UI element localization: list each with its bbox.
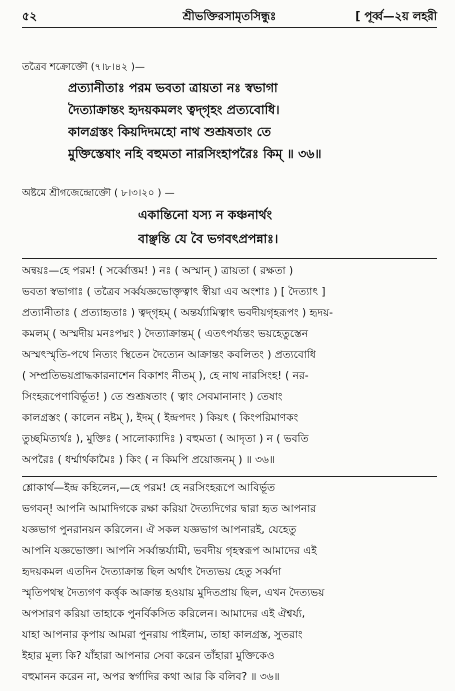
quote1-intro: তত্রৈব শক্রোক্তৌ (৭।৮।৪২ )—	[22, 62, 145, 73]
anvaya-line: অস্মৎস্মৃতি-পথে নিত্যং স্থিতেন দৈত্যেন আক্রান্তং কবলিতং ) প্রত্যবোধি	[22, 349, 316, 361]
anvaya-line: অন্বয়ঃ—হে পরম! ( সর্ব্বোত্তম! ) নঃ ( অস্মান্‌ ) ত্রায়তা ( রক্ষতা )	[22, 265, 294, 277]
header-rule	[22, 27, 437, 28]
section-divider	[22, 476, 437, 477]
anvaya-line: ( সম্প্রতিভয়প্রাদ্ধকারনাশেন বিকাশং নীতম্‌ ), হে নাথ নারসিংহ! ( নর-	[22, 370, 309, 382]
anvaya-line: অপরৈঃ ( ধর্ম্মার্থকামৈঃ ) কিং ( ন কিমপি প্রয়োজনম্‌ ) ॥ ৩৬॥	[22, 454, 275, 466]
translation-line: শ্লোকার্থ—ইন্দ্র কহিলেন,—হে পরম! হে নরসিংহরূপে আবির্ভূত	[22, 482, 276, 494]
translation-line: যজ্ঞভাগ পুনরানয়ন করিলেন। ঐ সকল যজ্ঞভাগ আপনারই, যেহেতু	[22, 524, 297, 536]
verse-line: মুক্তিস্তেষাং নহি বহুমতা নারসিংহাপরৈঃ কিম্‌ ॥ ৩৬॥	[68, 146, 322, 161]
section-divider	[22, 258, 437, 259]
translation-line: বহুমানন করেন না, অপর স্বর্গাদির কথা আর কি বলিব? ॥ ৩৬॥	[22, 671, 280, 683]
page-number: ৫২	[22, 9, 37, 23]
verse-line: প্রত্যানীতাঃ পরম ভবতা ত্রায়তা নঃ স্বভাগা	[68, 80, 278, 95]
anvaya-line: কালগ্রস্তং ( কালেন নষ্টম্‌ ), ইদম্‌ ( ইন্দ্রপদং ) কিয়ৎ ( কিংপরিমাণকং	[22, 412, 299, 424]
translation-line: স্মৃতিপথস্থ দৈত্যগণ কর্ত্তৃক আক্রান্ত হওয়ায় মুদিতপ্রায় ছিল, এখন দৈত্যভয়	[22, 587, 325, 599]
translation-line: হৃদয়কমল এতদিন দৈত্যাক্রান্ত ছিল অর্থাৎ দৈত্যভয় হেতু সর্ব্বদা	[22, 566, 282, 578]
verse-line: কালগ্রস্তং কিয়দিদমহো নাথ শুশ্রূষতাং তে	[68, 124, 272, 139]
quote2-intro: অষ্টমে শ্রীগজেন্দ্রোক্তৌ ( ৮।৩।২০ ) —	[22, 188, 175, 199]
book-title: শ্রীভক্তিরসামৃতসিন্ধুঃ	[182, 9, 277, 23]
anvaya-line: সিংহরূপেণাবির্ভূত! ) তে শুশ্রূষতাং ( ত্বাং সেবমানানাং ) তেষাং	[22, 391, 283, 403]
verse-line: বাঞ্ছন্তি যে বৈ ভগবৎপ্রপন্নাঃ।	[138, 231, 279, 246]
anvaya-line: ভবতা স্বভাগাঃ ( তত্রৈব সর্ব্বযজ্ঞভোক্তৃত্বাৎ স্বীয়া এব অংশাঃ ) [ দৈত্যাৎ ]	[22, 286, 326, 298]
verse-line: দৈত্যাক্রান্তং হৃদয়কমলং ত্বদ্‌গৃহং প্রত্যবোধি।	[68, 102, 280, 117]
translation-line: ভগবন্‌! আপনি আমাদিগকে রক্ষা করিয়া দৈত্যদিগের দ্বারা হৃত আপনার	[22, 503, 317, 515]
translation-line: ইহার মূল্য কি? যাঁহারা আপনার সেবা করেন তাঁহারা মুক্তিকেও	[22, 650, 275, 662]
anvaya-line: প্রত্যানীতাঃ ( প্রত্যাহৃতাঃ ) ত্বদ্‌গৃহম্‌ ( অন্তর্য্যামিত্বাৎ ভবদীয়গৃহরূপং ) হৃদয়-	[22, 307, 334, 319]
section-label: [ পূর্ব্ব—২য় লহরী	[355, 9, 437, 23]
anvaya-line: কমলম্‌ ( অস্মদীয় মনঃপদ্মং ) দৈত্যাক্রান্তম্‌ ( এতৎপর্য্যন্তং ভয়হেতুস্তেন	[22, 328, 309, 340]
translation-line: অপসারণ করিয়া তাহাকে পুনর্বিকসিত করিলেন। আমাদের এই ঐশ্বর্য্য,	[22, 608, 306, 620]
verse-line: একান্তিনো যস্য ন কঞ্চনার্থং	[138, 207, 273, 222]
translation-line: আপনি যজ্ঞভোক্তা। আপনি সর্ব্বান্তর্য্যামী, ভবদীয় গৃহস্বরূপ আমাদের এই	[22, 545, 317, 557]
page-header	[22, 8, 437, 24]
anvaya-line: তুচ্ছমিত্যর্থঃ ), মুক্তিঃ ( সালোক্যাদিঃ ) বহুমতা ( আদৃতা ) ন ( ভবতি	[22, 433, 309, 445]
translation-line: যাহা আপনার কৃপায় আমরা পুনরায় পাইলাম, তাহা কালগ্রস্ত, সুতরাং	[22, 629, 303, 641]
